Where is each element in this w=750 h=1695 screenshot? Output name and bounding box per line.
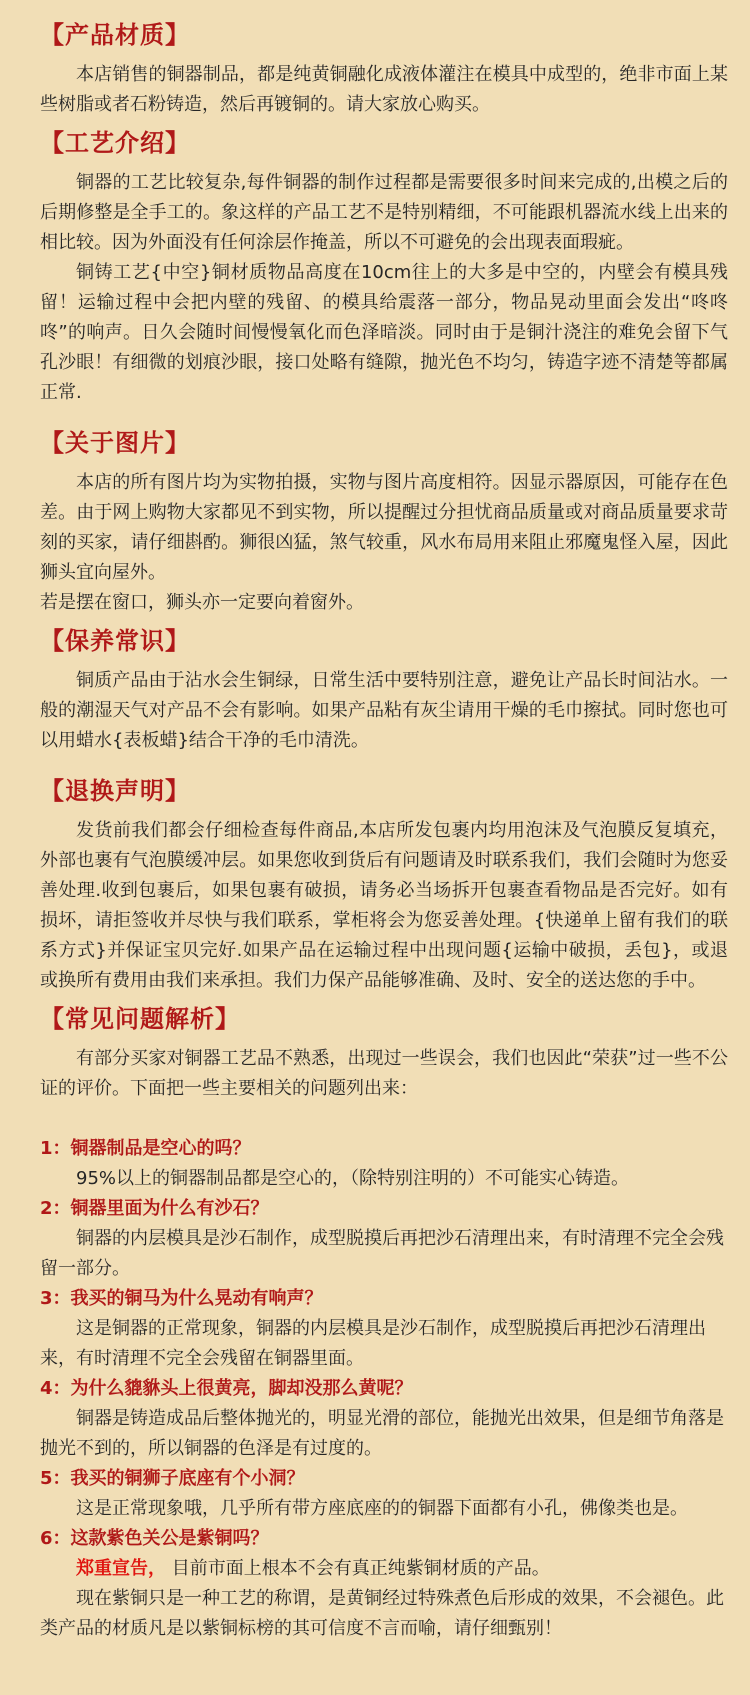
section-title-material: 【产品材质】 xyxy=(40,21,190,49)
section-title-returns: 【退换声明】 xyxy=(40,777,190,805)
faq-question-2: 2：铜器里面为什么有沙石？ xyxy=(40,1198,269,1219)
photos-paragraph: 本店的所有图片均为实物拍摄，实物与图片高度相符。因显示器原因，可能存在色差。由于网上购物大家都见不到实物，所以提醒过分担忧商品质量或对商品质量要求苛刻的买家，请仔细斟酌。狮很凶猛，煞气较重，风水布局用来阻止邪魔鬼怪入屋，因此狮头宜向屋外。 xyxy=(40,472,728,583)
faq-answer-2: 铜器的内层模具是沙石制作，成型脱摸后再把沙石清理出来，有时清理不完全会残留一部分。 xyxy=(40,1228,724,1279)
faq-notice xyxy=(40,1554,728,1584)
section-title-faq: 【常见问题解析】 xyxy=(40,1005,240,1033)
notice-text: 目前市面上根本不会有真正纯紫铜材质的产品。 xyxy=(171,1558,550,1579)
faq-answer-4: 铜器是铸造成品后整体抛光的，明显光滑的部位，能抛光出效果，但是细节角落是抛光不到的，所以铜器的色泽是有过度的。 xyxy=(40,1408,724,1459)
faq-answer-1: 95%以上的铜器制品都是空心的，（除特别注明的）不可能实心铸造。 xyxy=(76,1168,630,1189)
faq-answer-3: 这是铜器的正常现象，铜器的内层模具是沙石制作，成型脱摸后再把沙石清理出来，有时清理不完全会残留在铜器里面。 xyxy=(40,1318,706,1369)
faq-question-6: 6：这款紫色关公是紫铜吗？ xyxy=(40,1528,269,1549)
care-paragraph: 铜质产品由于沾水会生铜绿，日常生活中要特别注意，避免让产品长时间沾水。一般的潮湿天气对产品不会有影响。如果产品粘有灰尘请用干燥的毛巾擦拭。同时您也可以用蜡水{表板蜡}结合干净的毛巾清洗。 xyxy=(40,670,728,751)
returns-paragraph: 发货前我们都会仔细检查每件商品,本店所发包裹内均用泡沫及气泡膜反复填充，外部也裹有气泡膜缓冲层。如果您收到货后有问题请及时联系我们，我们会随时为您妥善处理.收到包裹后，如果包裹有破损，请务必当场拆开包裹查看物品是否完好。如有损坏，请拒签收并尽快与我们联系，掌柜将会为您妥善处理。{快递单上留有我们的联系方式}并保证宝贝完好.如果产品在运输过程中出现问题{运输中破损，丢包}，或退或换所有费用由我们来承担。我们力保产品能够准确、及时、安全的送达您的手中。 xyxy=(40,820,728,991)
faq-intro: 有部分买家对铜器工艺品不熟悉，出现过一些误会，我们也因此“荣获”过一些不公证的评价。下面把一些主要相关的问题列出来： xyxy=(40,1048,728,1099)
craft-paragraph-1: 铜器的工艺比较复杂,每件铜器的制作过程都是需要很多时间来完成的,出模之后的后期修整是全手工的。象这样的产品工艺不是特别精细，不可能跟机器流水线上出来的相比较。因为外面没有任何涂层作掩盖，所以不可避免的会出现表面瑕疵。 xyxy=(40,172,728,253)
faq-question-1: 1：铜器制品是空心的吗？ xyxy=(40,1138,251,1159)
faq-answer-6: 现在紫铜只是一种工艺的称谓，是黄铜经过特殊煮色后形成的效果，不会褪色。此类产品的材质凡是以紫铜标榜的其可信度不言而喻，请仔细甄别！ xyxy=(40,1588,724,1639)
material-paragraph: 本店销售的铜器制品，都是纯黄铜融化成液体灌注在模具中成型的，绝非市面上某些树脂或者石粉铸造，然后再镀铜的。请大家放心购买。 xyxy=(40,64,728,115)
section-title-care: 【保养常识】 xyxy=(40,627,190,655)
section-title-photos: 【关于图片】 xyxy=(40,429,190,457)
craft-paragraph-2: 铜铸工艺{中空}铜材质物品高度在10cm往上的大多是中空的，内壁会有模具残留！运输过程中会把内壁的残留、的模具给震落一部分，物品晃动里面会发出“咚咚咚”的响声。日久会随时间慢慢氧化而色泽暗淡。同时由于是铜汁浇注的难免会留下气孔沙眼！有细微的划痕沙眼，接口处略有缝隙，抛光色不均匀，铸造字迹不清楚等都属正常. xyxy=(40,262,728,403)
faq-question-3: 3：我买的铜马为什么晃动有响声？ xyxy=(40,1288,323,1309)
faq-answer-5: 这是正常现象哦，几乎所有带方座底座的的铜器下面都有小孔，佛像类也是。 xyxy=(76,1498,688,1519)
faq-question-5: 5：我买的铜狮子底座有个小洞？ xyxy=(40,1468,305,1489)
faq-question-4: 4：为什么貔貅头上很黄亮，脚却没那么黄呢？ xyxy=(40,1378,413,1399)
notice-label: 郑重宣告， xyxy=(76,1558,166,1579)
photos-extra-line: 若是摆在窗口，狮头亦一定要向着窗外。 xyxy=(40,592,364,613)
section-title-craft: 【工艺介绍】 xyxy=(40,129,190,157)
